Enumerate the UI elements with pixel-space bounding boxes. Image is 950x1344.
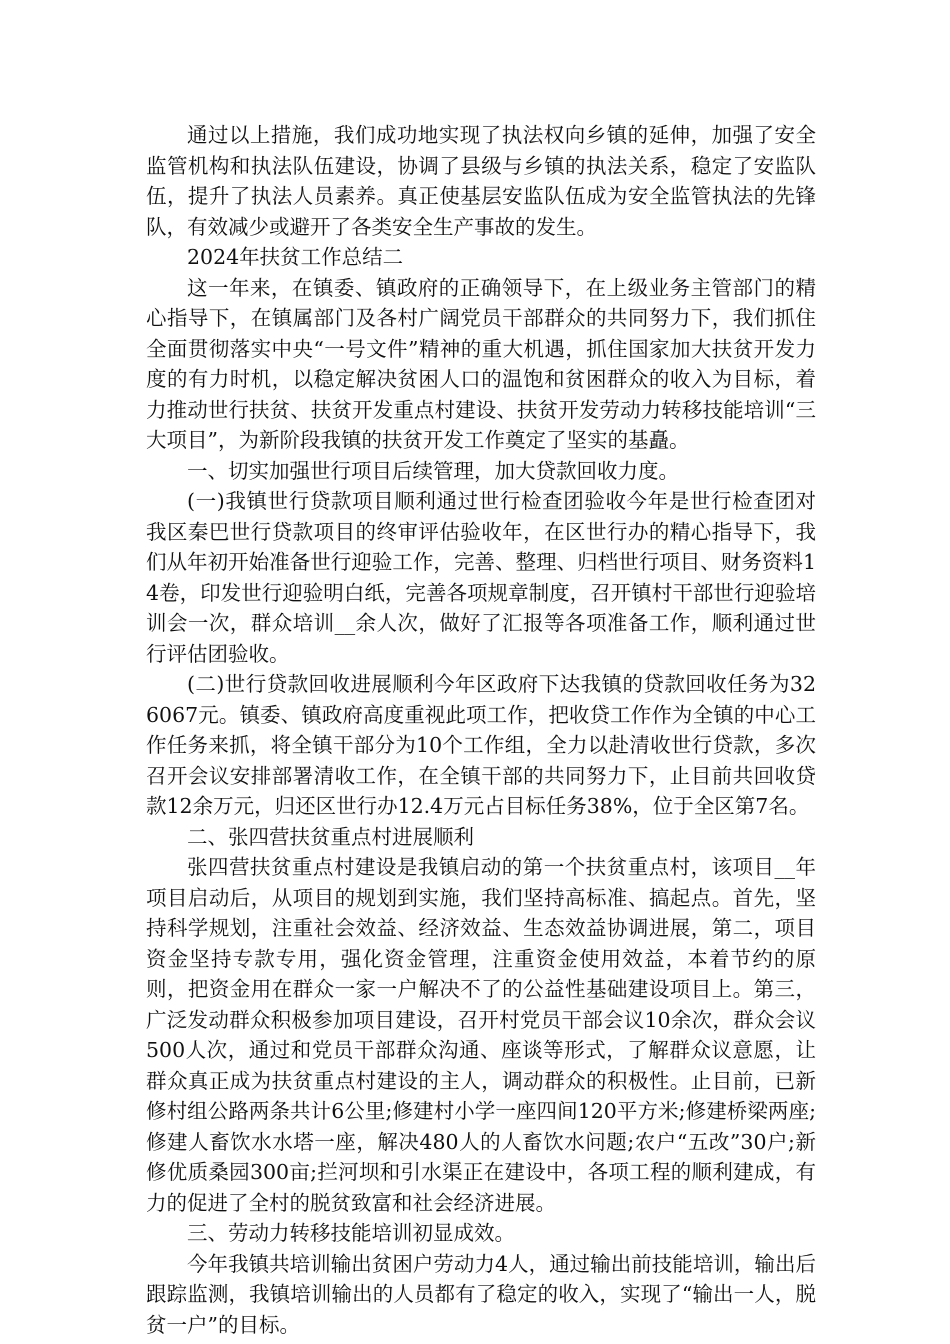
paragraph-section-1-item-1: (一)我镇世行贷款项目顺利通过世行检查团验收今年是世行检查团对我区秦巴世行贷款项目的终审评估验收年，在区世行办的精心指导下，我们从年初开始准备世行迎验工作，完善、整理、归档世行项目、财务资料14卷，印发世行迎验明白纸，完善各项规章制度，召开镇村干部世行迎验培训会一次，群众培训__余人次，做好了汇报等各项准备工作，顺利通过世行评估团验收。 — [146, 489, 816, 666]
document-body — [146, 120, 816, 1340]
paragraph-section-2: 张四营扶贫重点村建设是我镇启动的第一个扶贫重点村，该项目__年项目启动后，从项目的规划到实施，我们坚持高标准、搞起点。首先，坚持科学规划，注重社会效益、经济效益、生态效益协调进展，第二，项目资金坚持专款专用，强化资金管理，注重资金使用效益，本着节约的原则，把资金用在群众一家一户解决不了的公益性基础建设项目上。第三，广泛发动群众积极参加项目建设，召开村党员干部会议10余次，群众会议500人次，通过和党员干部群众沟通、座谈等形式，了解群众议意愿，让群众真正成为扶贫重点村建设的主人，调动群众的积极性。止目前，已新修村组公路两条共计6公里;修建村小学一座四间120平方米;修建桥梁两座;修建人畜饮水水塔一座，解决480人的人畜饮水问题;农户“五改”30户;新修优质桑园300亩;拦河坝和引水渠正在建设中，各项工程的顺利建成，有力的促进了全村的脱贫致富和社会经济进展。 — [146, 855, 816, 1215]
paragraph-intro-conclusion: 通过以上措施，我们成功地实现了执法权向乡镇的延伸，加强了安全监管机构和执法队伍建设，协调了县级与乡镇的执法关系，稳定了安监队伍，提升了执法人员素养。真正使基层安监队伍成为安全监管执法的先锋队，有效减少或避开了各类安全生产事故的发生。 — [146, 123, 816, 239]
paragraph-section-1-item-2: (二)世行贷款回收进展顺利今年区政府下达我镇的贷款回收任务为326067元。镇委、镇政府高度重视此项工作，把收贷工作作为全镇的中心工作任务来抓，将全镇干部分为10个工作组，全力以赴清收世行贷款，多次召开会议安排部署清收工作，在全镇干部的共同努力下，止目前共回收贷款12余万元，归还区世行办12.4万元占目标任务38%，位于全区第7名。 — [146, 672, 816, 818]
paragraph-overview: 这一年来，在镇委、镇政府的正确领导下，在上级业务主管部门的精心指导下，在镇属部门及各村广阔党员干部群众的共同努力下，我们抓住全面贯彻落实中央“一号文件”精神的重大机遇，抓住国家加大扶贫开发力度的有力时机，以稳定解决贫困人口的温饱和贫困群众的收入为目标，着力推动世行扶贫、扶贫开发重点村建设、扶贫开发劳动力转移技能培训“三大项目”，为新阶段我镇的扶贫开发工作奠定了坚实的基矗。 — [146, 275, 816, 452]
section-heading-3: 三、劳动力转移技能培训初显成效。 — [187, 1221, 515, 1245]
document-title: 2024年扶贫工作总结二 — [187, 245, 404, 269]
section-heading-1: 一、切实加强世行项目后续管理，加大贷款回收力度。 — [187, 458, 679, 483]
section-heading-2: 二、张四营扶贫重点村进展顺利 — [187, 824, 474, 849]
paragraph-section-3: 今年我镇共培训输出贫困户劳动力4人，通过输出前技能培训，输出后跟踪监测，我镇培训输出的人员都有了稳定的收入，实现了“输出一人，脱贫一户”的目标。 — [146, 1251, 816, 1337]
